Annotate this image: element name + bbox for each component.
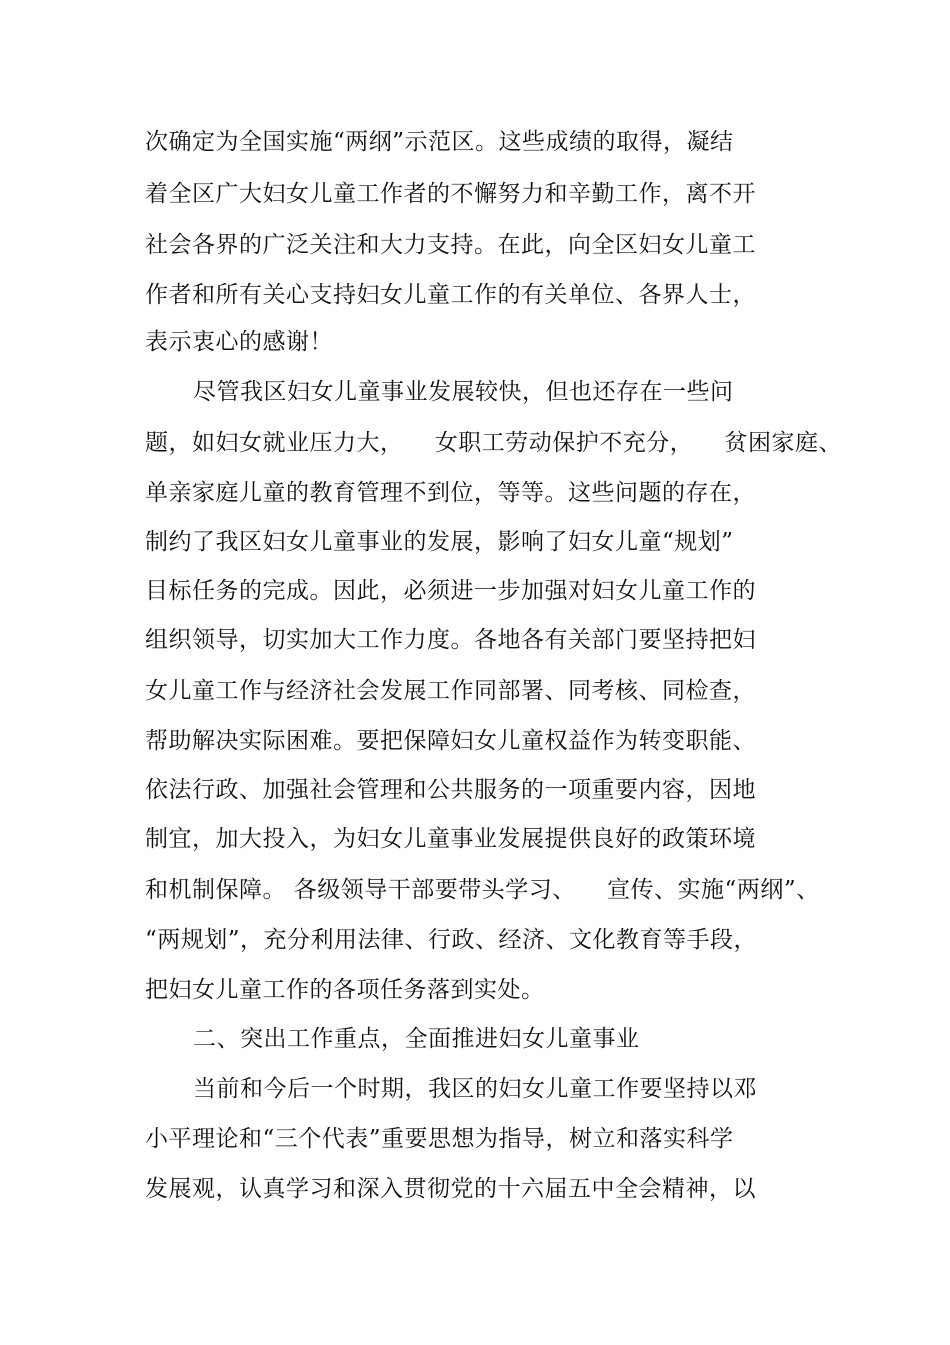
text-line: 表示衷心的感谢！	[145, 329, 333, 355]
text-line: 小平理论和“三个代表”重要思想为指导，树立和落实科学	[145, 1126, 734, 1152]
text-line: 制约了我区妇女儿童事业的发展，影响了妇女儿童“规划”	[145, 529, 734, 555]
text-line: 组织领导，切实加大工作力度。各地各有关部门要坚持把妇	[145, 627, 756, 653]
text-line: 把妇女儿童工作的各项任务落到实处。	[145, 977, 545, 1003]
text-line: 和机制保障。 各级领导干部要带头学习、 宣传、实施“两纲”、	[145, 877, 820, 903]
text-line: 题，如妇女就业压力大， 女职工劳动保护不充分， 贫困家庭、	[145, 430, 842, 456]
paragraph-first-line: 当前和今后一个时期，我区的妇女儿童工作要坚持以邓	[193, 1076, 757, 1102]
text-line: 女儿童工作与经济社会发展工作同部署、同考核、同检查，	[145, 678, 756, 704]
text-line: 帮助解决实际困难。要把保障妇女儿童权益作为转变职能、	[145, 728, 756, 754]
text-line: 制宜，加大投入，为妇女儿童事业发展提供良好的政策环境	[145, 826, 756, 852]
text-line: 次确定为全国实施“两纲”示范区。这些成绩的取得，凝结	[145, 129, 734, 155]
text-line: 目标任务的完成。因此，必须进一步加强对妇女儿童工作的	[145, 578, 756, 604]
text-line: 发展观，认真学习和深入贯彻党的十六届五中全会精神，以	[145, 1176, 756, 1202]
text-line: 单亲家庭儿童的教育管理不到位，等等。这些问题的存在，	[145, 480, 756, 506]
text-line: 着全区广大妇女儿童工作者的不懈努力和辛勤工作，离不开	[145, 181, 756, 207]
text-line: 作者和所有关心支持妇女儿童工作的有关单位、各界人士，	[145, 282, 756, 308]
text-line: 依法行政、加强社会管理和公共服务的一项重要内容，因地	[145, 777, 756, 803]
section-heading: 二、突出工作重点，全面推进妇女儿童事业	[193, 1026, 640, 1052]
paragraph-first-line: 尽管我区妇女儿童事业发展较快，但也还存在一些问	[193, 379, 734, 405]
text-line: 社会各界的广泛关注和大力支持。在此，向全区妇女儿童工	[145, 232, 756, 258]
text-line: “两规划”，充分利用法律、行政、经济、文化教育等手段，	[145, 927, 758, 953]
